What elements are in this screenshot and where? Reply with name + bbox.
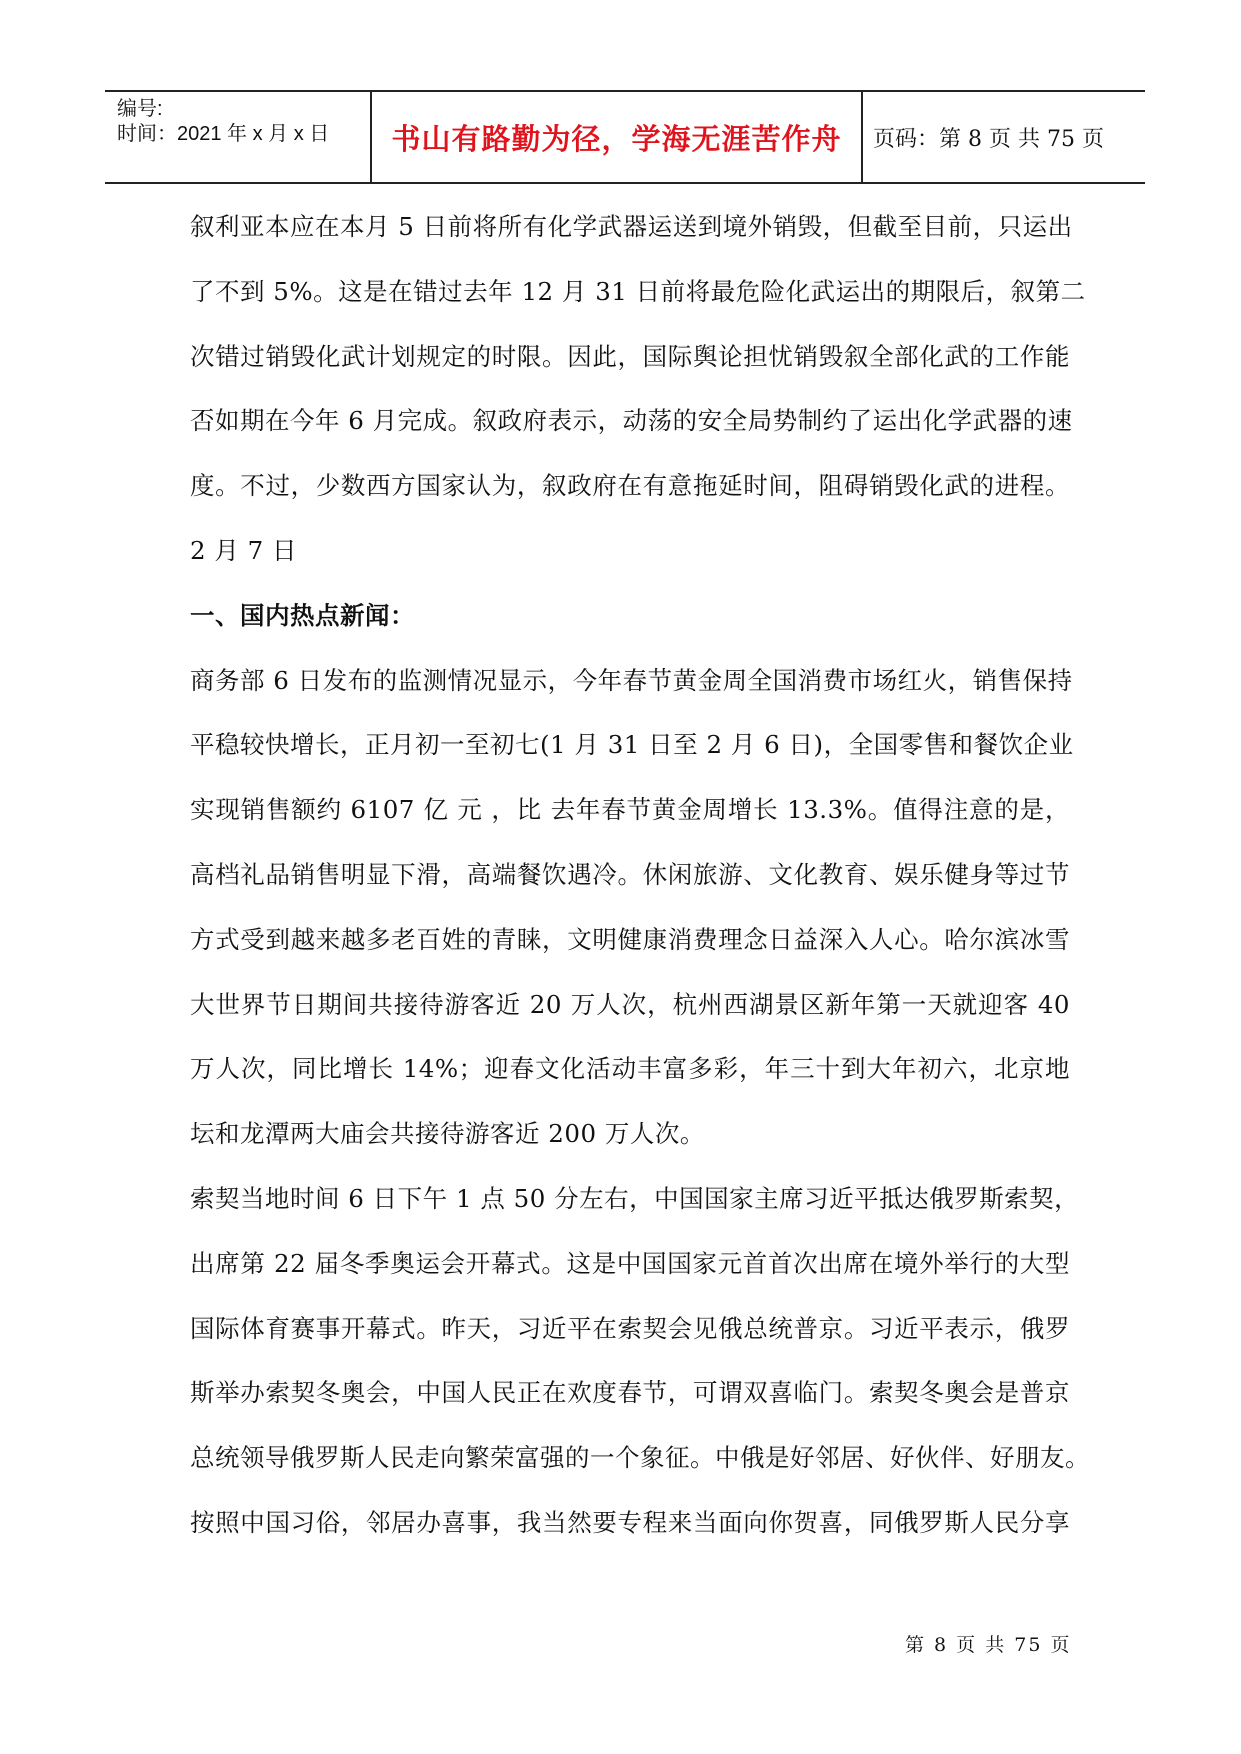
- body-line: 国际体育赛事开幕式。昨天，习近平在索契会见俄总统普京。习近平表示，俄罗: [190, 1313, 1070, 1343]
- date-heading: 2 月 7 日: [190, 535, 298, 565]
- body-line: 叙利亚本应在本月 5 日前将所有化学武器运送到境外销毁，但截至目前，只运出: [190, 212, 1073, 241]
- body-line: 万人次，同比增长 14%；迎春文化活动丰富多彩，年三十到大年初六，北京地: [190, 1054, 1070, 1084]
- header-page-indicator: 页码：第 8 页 共 75 页: [873, 126, 1104, 152]
- body-line: 方式受到越来越多老百姓的青睐，文明健康消费理念日益深入人心。哈尔滨冰雪: [190, 924, 1070, 954]
- body-line: 索契当地时间 6 日下午 1 点 50 分左右，中国国家主席习近平抵达俄罗斯索契，: [190, 1183, 1080, 1213]
- header-meta: [117, 92, 375, 182]
- body-line: 高档礼品销售明显下滑，高端餐饮遇冷。休闲旅游、文化教育、娱乐健身等过节: [190, 859, 1070, 889]
- header-motto: 书山有路勤为径，学海无涯苦作舟: [391, 121, 842, 156]
- body-line: 次错过销毁化武计划规定的时限。因此，国际舆论担忧销毁叙全部化武的工作能: [190, 341, 1070, 371]
- body-line: 出席第 22 届冬季奥运会开幕式。这是中国国家元首首次出席在境外举行的大型: [190, 1248, 1070, 1278]
- page-header: [105, 90, 1145, 184]
- document-body: [190, 195, 1090, 1556]
- header-divider-right: [861, 92, 863, 182]
- section-heading: 一、国内热点新闻：: [190, 600, 415, 630]
- body-line: 平稳较快增长，正月初一至初七(1 月 31 日至 2 月 6 日)，全国零售和餐饮企业: [190, 730, 1074, 760]
- body-line: 否如期在今年 6 月完成。叙政府表示，动荡的安全局势制约了运出化学武器的速: [190, 406, 1073, 436]
- body-line: 坛和龙潭两大庙会共接待游客近 200 万人次。: [190, 1119, 705, 1149]
- document-number-label: 编号:: [117, 98, 163, 120]
- page-footer: 第 8 页 共 75 页: [905, 1634, 1072, 1656]
- body-line: 度。不过，少数西方国家认为，叙政府在有意拖延时间，阻碍销毁化武的进程。: [190, 471, 1070, 501]
- body-line: 斯举办索契冬奥会，中国人民正在欢度春节，可谓双喜临门。索契冬奥会是普京: [190, 1378, 1070, 1408]
- body-line: 商务部 6 日发布的监测情况显示，今年春节黄金周全国消费市场红火，销售保持: [190, 665, 1073, 695]
- body-line: 实现销售额约 6107 亿 元 ，比 去年春节黄金周增长 13.3%。值得注意的是，: [190, 795, 1070, 825]
- body-line: 了不到 5%。这是在错过去年 12 月 31 日前将最危险化武运出的期限后，叙第二: [190, 276, 1086, 306]
- body-line: 大世界节日期间共接待游客近 20 万人次，杭州西湖景区新年第一天就迎客 40: [190, 989, 1070, 1019]
- body-line: 总统领导俄罗斯人民走向繁荣富强的一个象征。中俄是好邻居、好伙伴、好朋友。: [190, 1443, 1090, 1473]
- body-line: 按照中国习俗，邻居办喜事，我当然要专程来当面向你贺喜，同俄罗斯人民分享: [190, 1507, 1070, 1537]
- document-time-label: 时间：2021 年 x 月 x 日: [117, 123, 330, 145]
